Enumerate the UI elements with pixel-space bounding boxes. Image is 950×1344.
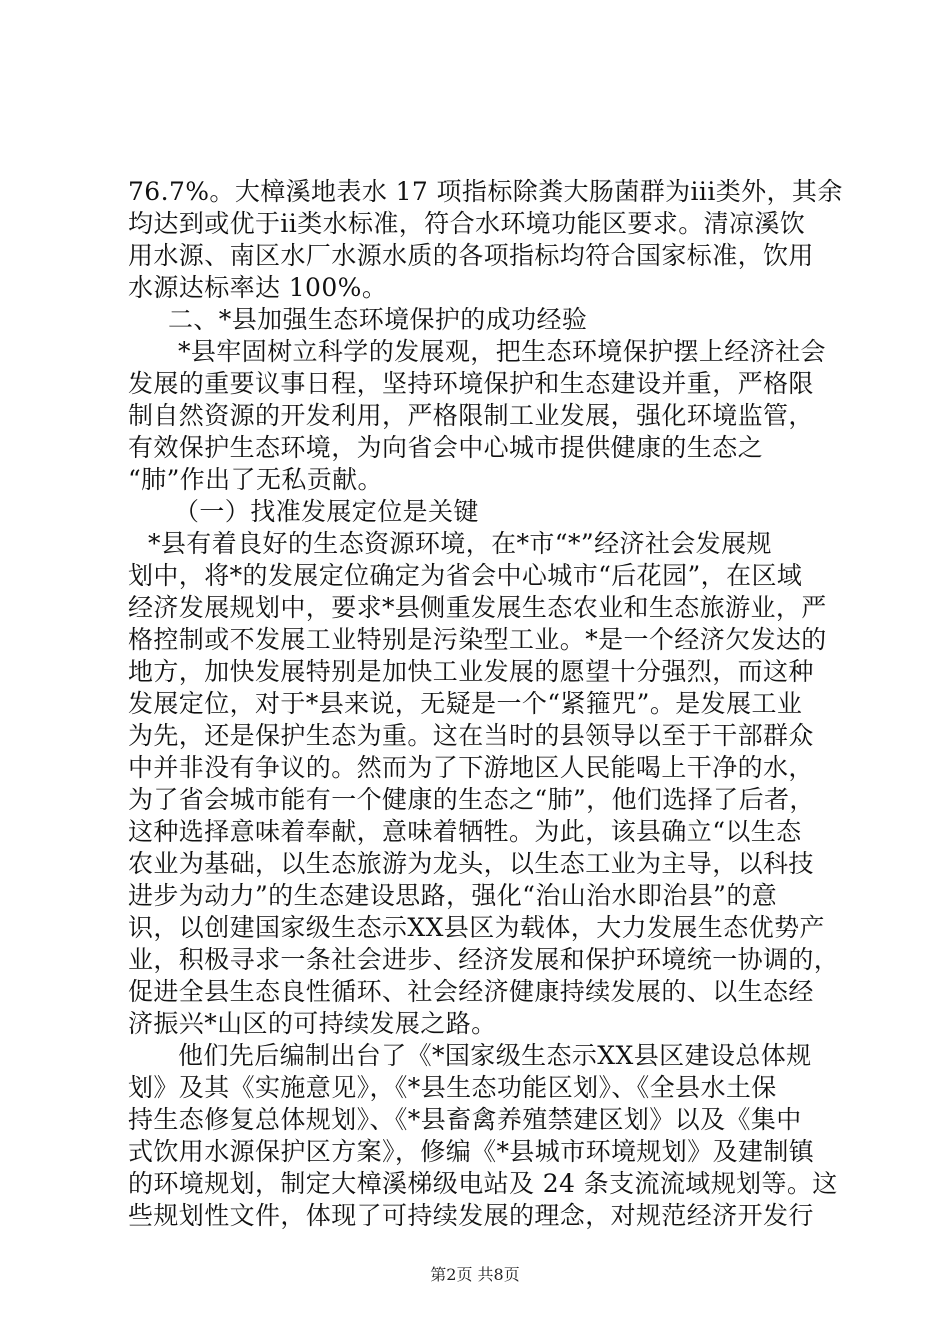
text-line: 济振兴*山区的可持续发展之路。 [128,1009,497,1038]
text-line: 划》及其《实施意见》，《*县生态功能区划》、《全县水土保 [128,1073,777,1102]
text-line: 为了省会城市能有一个健康的生态之“肺”，他们选择了后者， [128,785,815,814]
text-line: 用水源、南区水厂水源水质的各项指标均符合国家标准，饮用 [128,241,814,270]
text-line: 持生态修复总体规划》、《*县畜禽养殖禁建区划》以及《集中 [128,1105,802,1134]
text-line: 这种选择意味着奉献，意味着牺牲。为此，该县确立“以生态 [128,817,802,846]
text-line: 发展的重要议事日程，坚持环境保护和生态建设并重，严格限 [128,369,814,398]
text-line: 格控制或不发展工业特别是污染型工业。*是一个经济欠发达的 [128,625,827,654]
text-line: 识，以创建国家级生态示XX县区为载体，大力发展生态优势产 [128,913,825,942]
text-line: 他们先后编制出台了《*国家级生态示XX县区建设总体规 [178,1041,812,1070]
text-line: “肺”作出了无私贡献。 [128,465,383,494]
subsection-heading: （一）找准发展定位是关键 [174,497,479,526]
text-line: 地方，加快发展特别是加快工业发展的愿望十分强烈，而这种 [128,657,814,686]
text-line: 式饮用水源保护区方案》，修编《*县城市环境规划》及建制镇 [128,1137,815,1166]
text-line: 的环境规划，制定大樟溪梯级电站及 24 条支流流域规划等。这 [128,1169,838,1198]
text-line: 些规划性文件，体现了可持续发展的理念，对规范经济开发行 [128,1201,814,1230]
section-heading: 二、*县加强生态环境保护的成功经验 [168,305,588,334]
text-line: 均达到或优于ii类水标准，符合水环境功能区要求。清凉溪饮 [128,209,806,238]
text-line: 进步为动力”的生态建设思路，强化“治山治水即治县”的意 [128,881,778,910]
text-line: *县牢固树立科学的发展观，把生态环境保护摆上经济社会 [178,337,826,366]
text-line: *县有着良好的生态资源环境，在*市“*”经济社会发展规 [148,529,772,558]
text-line: 水源达标率达 100%。 [128,273,388,302]
text-line: 76.7%。大樟溪地表水 17 项指标除粪大肠菌群为iii类外，其余 [128,177,843,206]
text-line: 中并非没有争议的。然而为了下游地区人民能喝上干净的水， [128,753,814,782]
text-line: 农业为基础，以生态旅游为龙头，以生态工业为主导，以科技 [128,849,814,878]
page-footer [0,1265,950,1285]
text-line: 制自然资源的开发利用，严格限制工业发展，强化环境监管， [128,401,814,430]
text-line: 经济发展规划中，要求*县侧重发展生态农业和生态旅游业，严 [128,593,827,622]
text-line: 促进全县生态良性循环、社会经济健康持续发展的、以生态经 [128,977,814,1006]
text-line: 有效保护生态环境，为向省会中心城市提供健康的生态之 [128,433,764,462]
text-line: 为先，还是保护生态为重。这在当时的县领导以至于干部群众 [128,721,814,750]
page-number-label: 第2页 共8页 [430,1265,520,1284]
text-line: 划中，将*的发展定位确定为省会中心城市“后花园”，在区域 [128,561,803,590]
body-text [128,176,843,1232]
text-line: 发展定位，对于*县来说，无疑是一个“紧箍咒”。是发展工业 [128,689,803,718]
text-line: 业，积极寻求一条社会进步、经济发展和保护环境统一协调的， [128,945,840,974]
